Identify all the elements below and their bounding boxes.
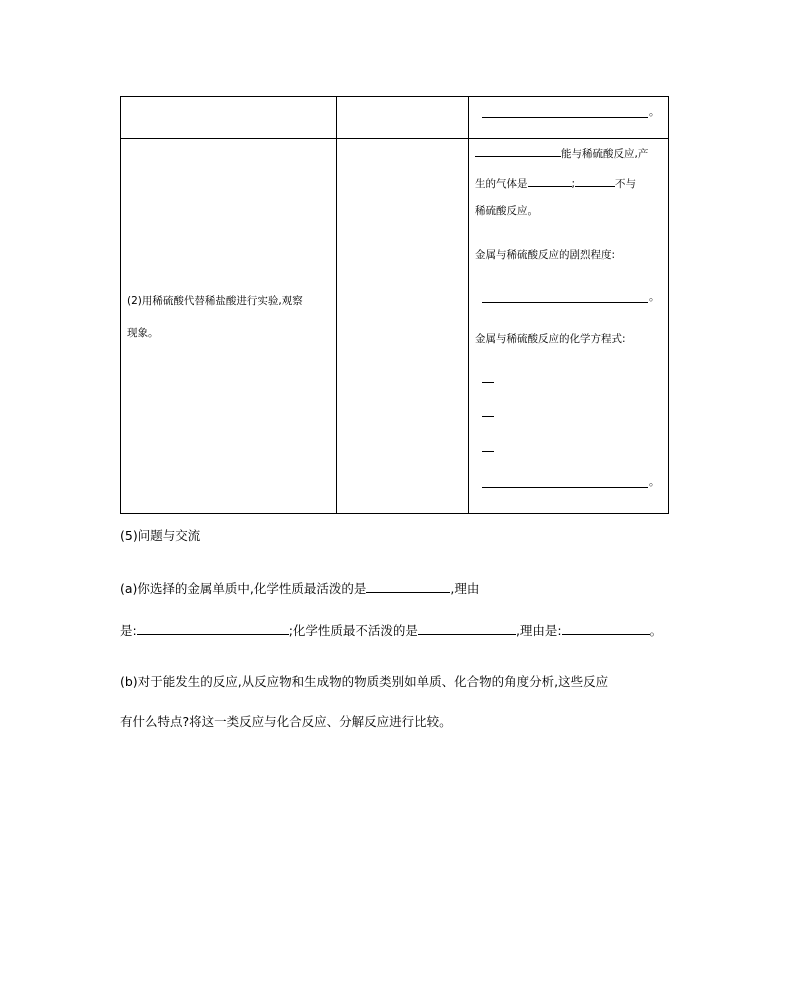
gas-produced-line <box>475 174 636 191</box>
blank-line[interactable] <box>366 580 450 593</box>
table-col-divider-2 <box>468 96 469 514</box>
experiment-table <box>120 96 669 514</box>
period: 。 <box>649 623 663 638</box>
reacts-with-acid-text: 能与稀硫酸反应,产 <box>561 148 649 160</box>
blank-line[interactable] <box>562 622 650 635</box>
not-react-label: 不与 <box>615 178 637 190</box>
section-heading: (5)问题与交流 <box>120 528 201 543</box>
row2-step-text: (2)用稀硫酸代替稀盐酸进行实验,观察 <box>127 295 303 307</box>
answer-prefix: 是: <box>120 623 137 638</box>
least-active-label: ;化学性质最不活泼的是 <box>288 623 418 638</box>
blank-line[interactable] <box>137 622 289 635</box>
intensity-label: 金属与稀硫酸反应的剧烈程度: <box>475 249 616 261</box>
blank-line[interactable] <box>482 302 648 303</box>
row1-period: 。 <box>649 106 660 118</box>
table-row-divider <box>120 138 669 139</box>
blank-line[interactable] <box>575 174 615 187</box>
blank-line[interactable] <box>475 144 561 157</box>
blank-line[interactable] <box>418 622 516 635</box>
blank-line[interactable] <box>528 174 572 187</box>
reason-label: ,理由是: <box>515 623 562 638</box>
equation-label: 金属与稀硫酸反应的化学方程式: <box>475 333 626 345</box>
intensity-period: 。 <box>649 291 660 303</box>
equation-period: 。 <box>649 476 660 488</box>
blank-line[interactable] <box>482 382 494 383</box>
blank-line[interactable] <box>482 117 648 118</box>
not-react-line: 稀硫酸反应。 <box>475 205 538 217</box>
blank-line[interactable] <box>482 487 648 488</box>
question-a-line2 <box>120 622 662 639</box>
table-border-bottom <box>120 513 669 514</box>
question-b-line1: (b)对于能发生的反应,从反应物和生成物的物质类别如单质、化合物的角度分析,这些反应 <box>120 674 609 689</box>
table-border-left <box>120 96 121 514</box>
blank-line[interactable] <box>482 416 494 417</box>
question-a-reason: ,理由 <box>450 581 480 596</box>
gas-produced-label: 生的气体是 <box>475 178 528 190</box>
table-border-right <box>668 96 669 514</box>
question-a-text: (a)你选择的金属单质中,化学性质最活泼的是 <box>120 581 367 596</box>
table-border-top <box>120 96 669 97</box>
question-b-line2: 有什么特点?将这一类反应与化合反应、分解反应进行比较。 <box>120 714 452 729</box>
row2-step-text-cont: 现象。 <box>127 327 159 339</box>
table-col-divider-1 <box>336 96 337 514</box>
reacts-with-acid-line <box>475 144 648 161</box>
separator: ; <box>571 178 576 190</box>
blank-line[interactable] <box>482 451 494 452</box>
question-a-line1 <box>120 580 479 597</box>
